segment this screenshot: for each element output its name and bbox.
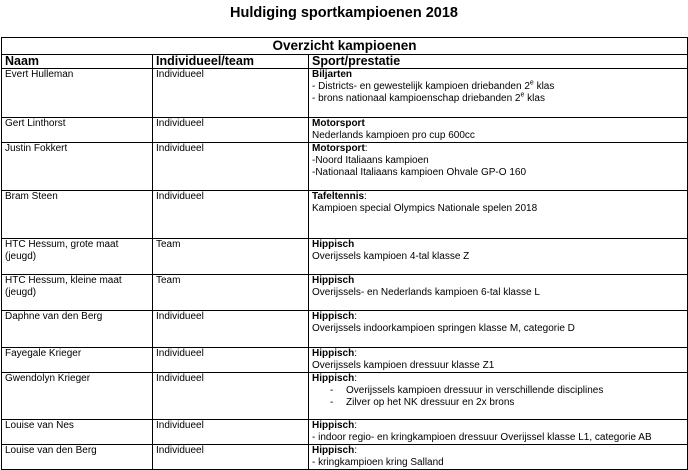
achievement-list (312, 385, 683, 409)
cell-type: Individueel (153, 69, 309, 118)
table-row (2, 373, 688, 420)
achievement-line: -Noord Italiaans kampioen (312, 155, 429, 166)
cell-type: Individueel (153, 143, 309, 191)
achievement-line: - indoor regio- en kringkampioen dressuur Overijssel klasse L1, categorie AB (312, 432, 652, 443)
list-item: - Zilver op het NK dressuur en 2x brons (312, 397, 683, 409)
table-row (2, 239, 688, 275)
table-row (2, 445, 688, 470)
achievement-line: Overijssels kampioen dressuur klasse Z1 (312, 360, 495, 371)
achievement-line: -Nationaal Italiaans kampioen Ohvale GP-O 160 (312, 167, 527, 178)
cell-type: Individueel (153, 348, 309, 373)
achievement-line: Overijssels kampioen 4-tal klasse Z (312, 251, 470, 262)
cell-name: Gert Linthorst (2, 118, 153, 143)
cell-name: Gwendolyn Krieger (2, 373, 153, 420)
cell-sport (309, 69, 688, 118)
achievement-line: - kringkampioen kring Salland (312, 457, 444, 468)
cell-type: Individueel (153, 191, 309, 239)
cell-name: Evert Hulleman (2, 69, 153, 118)
table-row (2, 348, 688, 373)
cell-type: Individueel (153, 420, 309, 445)
cell-sport: Hippisch: - kringkampioen kring Salland (309, 445, 688, 470)
cell-sport: Hippisch: - indoor regio- en kringkampioen dressuur Overijssel klasse L1, categorie AB (309, 420, 688, 445)
table-caption: Overzicht kampioenen (2, 38, 688, 55)
cell-type: Individueel (153, 373, 309, 420)
table-row (2, 143, 688, 191)
cell-name: Louise van den Berg (2, 445, 153, 470)
cell-name: Louise van Nes (2, 420, 153, 445)
table-row (2, 311, 688, 348)
cell-name: Justin Fokkert (2, 143, 153, 191)
sport-label: Motorsport (312, 143, 365, 154)
cell-type: Individueel (153, 118, 309, 143)
sport-label: Hippisch (312, 420, 355, 431)
cell-name: Daphne van den Berg (2, 311, 153, 348)
sport-label: Motorsport (312, 118, 365, 129)
achievement-line: - brons nationaal kampioenschap driebanden 2e klas (312, 91, 545, 104)
achievement-line: Overijssels- en Nederlands kampioen 6-tal klasse L (312, 287, 540, 298)
cell-type: Individueel (153, 445, 309, 470)
table-row (2, 69, 688, 118)
cell-sport: Motorsport: -Noord Italiaans kampioen -Nationaal Italiaans kampioen Ohvale GP-O 160 (309, 143, 688, 191)
cell-sport: Hippisch: Overijssels kampioen dressuur klasse Z1 (309, 348, 688, 373)
sport-label: Hippisch (312, 348, 355, 359)
cell-type: Team (153, 239, 309, 275)
table-header-row (2, 55, 688, 69)
table-row (2, 118, 688, 143)
cell-sport (309, 239, 688, 275)
cell-sport (309, 118, 688, 143)
sport-label: Hippisch (312, 373, 355, 384)
sport-label: Tafeltennis (312, 191, 365, 202)
champions-table (1, 37, 688, 470)
cell-name: Bram Steen (2, 191, 153, 239)
cell-sport: Hippisch: Overijssels indoorkampioen springen klasse M, categorie D (309, 311, 688, 348)
sport-label: Hippisch (312, 239, 355, 250)
table-row (2, 275, 688, 311)
cell-sport: Hippisch: - Overijssels kampioen dressuur in verschillende disciplines - Zilver op het NK dressuur en 2x brons (309, 373, 688, 420)
cell-name: HTC Hessum, kleine maat (jeugd) (2, 275, 153, 311)
sport-label: Biljarten (312, 69, 353, 80)
table-row (2, 191, 688, 239)
sport-label: Hippisch (312, 275, 355, 286)
sport-label: Hippisch (312, 311, 355, 322)
cell-type: Team (153, 275, 309, 311)
header-individueel-team: Individueel/team (153, 55, 309, 69)
list-item: - Overijssels kampioen dressuur in verschillende disciplines (312, 385, 683, 397)
cell-sport: Tafeltennis: Kampioen special Olympics Nationale spelen 2018 (309, 191, 688, 239)
achievement-line: Nederlands kampioen pro cup 600cc (312, 130, 475, 141)
cell-sport (309, 275, 688, 311)
cell-name: HTC Hessum, grote maat (jeugd) (2, 239, 153, 275)
achievement-line: Overijssels indoorkampioen springen klasse M, categorie D (312, 323, 575, 334)
header-sport-prestatie: Sport/prestatie (309, 55, 688, 69)
header-naam: Naam (2, 55, 153, 69)
achievement-line: Kampioen special Olympics Nationale spelen 2018 (312, 203, 538, 214)
sport-label: Hippisch (312, 445, 355, 456)
cell-type: Individueel (153, 311, 309, 348)
cell-name: Fayegale Krieger (2, 348, 153, 373)
table-row (2, 420, 688, 445)
page-title: Huldiging sportkampioenen 2018 (229, 5, 458, 21)
achievement-line: - Districts- en gewestelijk kampioen driebanden 2e klas (312, 79, 555, 92)
